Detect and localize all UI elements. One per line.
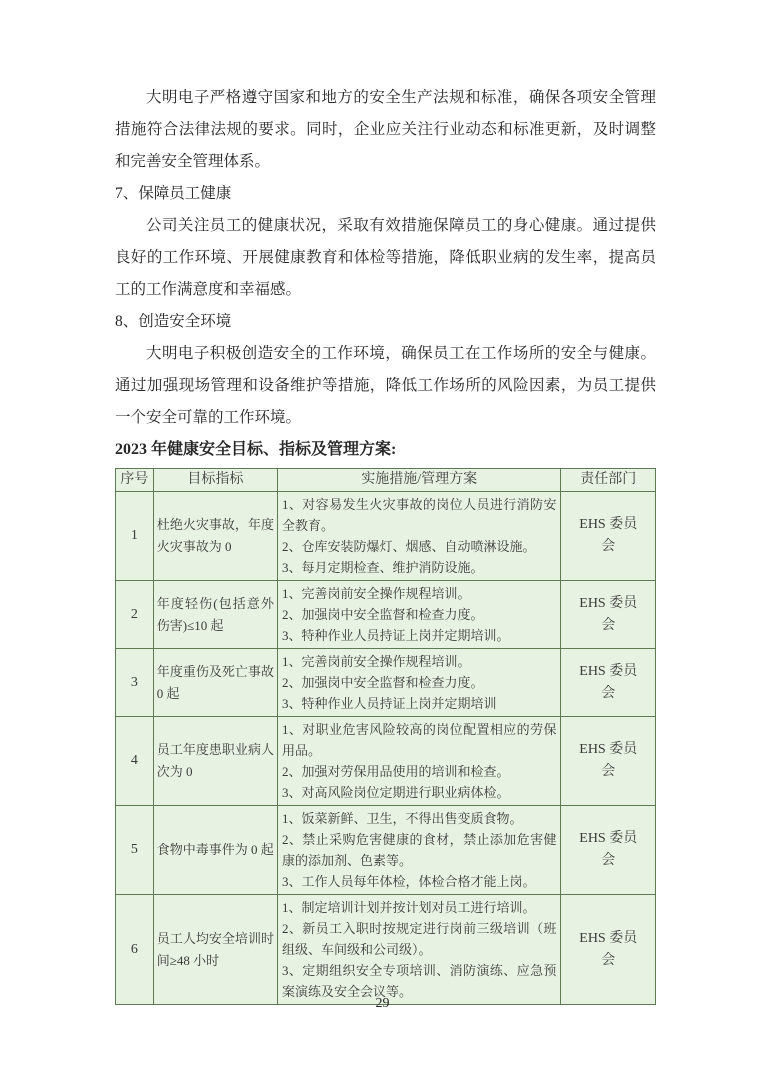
table-row bbox=[116, 806, 656, 895]
measure-item: 1、完善岗前安全操作规程培训。 bbox=[281, 586, 471, 601]
department-cell: EHS 委员会 bbox=[561, 581, 656, 649]
department-cell: EHS 委员会 bbox=[561, 806, 656, 895]
row-number: 1 bbox=[116, 492, 154, 581]
department-cell: EHS 委员会 bbox=[561, 895, 656, 1005]
measures-cell bbox=[277, 581, 561, 649]
health-safety-targets-table bbox=[115, 468, 656, 1005]
department-cell: EHS 委员会 bbox=[561, 649, 656, 717]
row-number: 5 bbox=[116, 806, 154, 895]
measure-item: 2、新员工入职时按规定进行岗前三级培训（班组级、车间级和公司级）。 bbox=[281, 921, 557, 957]
section-paragraph-7: 公司关注员工的健康状况，采取有效措施保障员工的身心健康。通过提供良好的工作环境、开展健康教育和体检等措施，降低职业病的发生率，提高员工的工作满意度和幸福感。 bbox=[115, 217, 656, 298]
indicator-cell: 食物中毒事件为 0 起 bbox=[153, 806, 277, 895]
section-heading-8: 8、创造安全环境 bbox=[115, 313, 232, 330]
section-heading-7: 7、保障员工健康 bbox=[115, 185, 232, 202]
indicator-cell: 员工人均安全培训时间≥48 小时 bbox=[153, 895, 277, 1005]
indicator-cell: 年度轻伤(包括意外伤害)≤10 起 bbox=[153, 581, 277, 649]
row-number: 2 bbox=[116, 581, 154, 649]
measures-cell bbox=[277, 649, 561, 717]
col-header-no: 序号 bbox=[116, 469, 154, 492]
section-paragraph-8: 大明电子积极创造安全的工作环境，确保员工在工作场所的安全与健康。通过加强现场管理和设备维护等措施，降低工作场所的风险因素，为员工提供一个安全可靠的工作环境。 bbox=[115, 345, 656, 426]
measures-cell bbox=[277, 806, 561, 895]
measure-item: 3、每月定期检查、维护消防设施。 bbox=[281, 560, 484, 575]
intro-paragraph: 大明电子严格遵守国家和地方的安全生产法规和标准，确保各项安全管理措施符合法律法规的要求。同时，企业应关注行业动态和标准更新，及时调整和完善安全管理体系。 bbox=[115, 89, 656, 170]
measure-item: 2、仓库安装防爆灯、烟感、自动喷淋设施。 bbox=[281, 539, 536, 554]
measure-item: 1、对职业危害风险较高的岗位配置相应的劳保用品。 bbox=[281, 722, 557, 758]
measure-item: 3、定期组织安全专项培训、消防演练、应急预案演练及安全会议等。 bbox=[281, 963, 557, 999]
page-content bbox=[115, 82, 656, 1005]
col-header-measures: 实施措施/管理方案 bbox=[277, 469, 561, 492]
measure-item: 2、禁止采购危害健康的食材，禁止添加危害健康的添加剂、色素等。 bbox=[281, 832, 557, 868]
col-header-department: 责任部门 bbox=[561, 469, 656, 492]
row-number: 3 bbox=[116, 649, 154, 717]
measure-item: 1、制定培训计划并按计划对员工进行培训。 bbox=[281, 900, 536, 915]
table-row bbox=[116, 492, 656, 581]
indicator-cell: 员工年度患职业病人次为 0 bbox=[153, 717, 277, 806]
table-row bbox=[116, 895, 656, 1005]
table-header-row bbox=[116, 469, 656, 492]
measure-item: 2、加强岗中安全监督和检查力度。 bbox=[281, 675, 484, 690]
measure-item: 3、对高风险岗位定期进行职业病体检。 bbox=[281, 785, 510, 800]
measure-item: 3、工作人员每年体检，体检合格才能上岗。 bbox=[281, 874, 536, 889]
page-number: 29 bbox=[375, 996, 390, 1011]
table-row bbox=[116, 717, 656, 806]
measures-cell bbox=[277, 492, 561, 581]
measure-item: 1、对容易发生火灾事故的岗位人员进行消防安全教育。 bbox=[281, 497, 557, 533]
table-row bbox=[116, 649, 656, 717]
table-title: 2023 年健康安全目标、指标及管理方案: bbox=[115, 441, 397, 458]
measure-item: 2、加强对劳保用品使用的培训和检查。 bbox=[281, 764, 510, 779]
measure-item: 3、特种作业人员持证上岗并定期培训 bbox=[281, 696, 497, 711]
indicator-cell: 杜绝火灾事故，年度火灾事故为 0 bbox=[153, 492, 277, 581]
measure-item: 3、特种作业人员持证上岗并定期培训。 bbox=[281, 628, 510, 643]
department-cell: EHS 委员会 bbox=[561, 492, 656, 581]
row-number: 6 bbox=[116, 895, 154, 1005]
measure-item: 1、完善岗前安全操作规程培训。 bbox=[281, 654, 471, 669]
col-header-indicator: 目标指标 bbox=[153, 469, 277, 492]
measure-item: 1、饭菜新鲜、卫生，不得出售变质食物。 bbox=[281, 811, 523, 826]
row-number: 4 bbox=[116, 717, 154, 806]
measures-cell bbox=[277, 717, 561, 806]
indicator-cell: 年度重伤及死亡事故 0 起 bbox=[153, 649, 277, 717]
table-row bbox=[116, 581, 656, 649]
measures-cell bbox=[277, 895, 561, 1005]
department-cell: EHS 委员会 bbox=[561, 717, 656, 806]
measure-item: 2、加强岗中安全监督和检查力度。 bbox=[281, 607, 484, 622]
